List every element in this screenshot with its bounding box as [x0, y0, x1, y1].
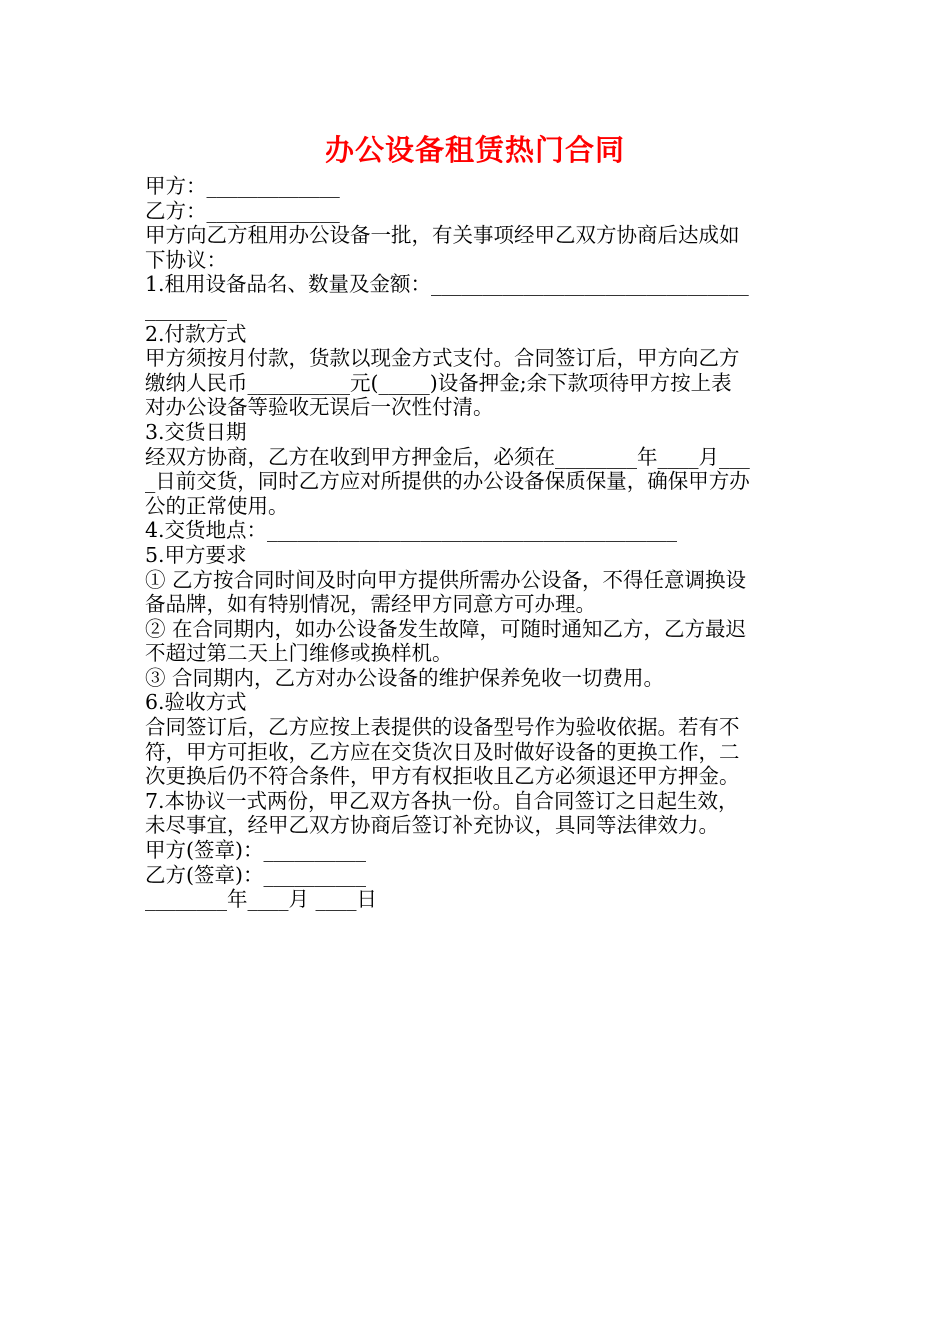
document-body [145, 174, 813, 912]
clause-5-item-1: ① 乙方按合同时间及时向甲方提供所需办公设备，不得任意调换设 [145, 567, 747, 592]
clause-5-item-1: 备品牌，如有特别情况，需经甲方同意方可办理。 [145, 592, 596, 617]
clause-6-heading: 6.验收方式 [145, 690, 247, 715]
clause-4-line: 4.交货地点：________________________________________ [145, 518, 678, 543]
clause-1-line: 1.租用设备品名、数量及金额：_______________________________ [145, 272, 749, 297]
clause-2-line: 甲方须按月付款，货款以现金方式支付。合同签订后，甲方向乙方 [145, 346, 740, 371]
clause-5-item-3: ③ 合同期内，乙方对办公设备的维护保养免收一切费用。 [145, 665, 665, 690]
clause-6-line: 次更换后仍不符合条件，甲方有权拒收且乙方必须退还甲方押金。 [145, 764, 740, 789]
clause-2-heading: 2.付款方式 [145, 321, 247, 346]
party-a-line: 甲方：_____________ [145, 174, 340, 198]
date-line: ________年____月 ____日 [145, 887, 378, 912]
clause-2-line: 缴纳人民币__________元(_____)设备押金;余下款项待甲方按上表 [145, 370, 732, 395]
clause-3-line: 公的正常使用。 [145, 493, 289, 518]
party-a-signature-line: 甲方(签章)：__________ [145, 838, 366, 863]
intro-line: 下协议： [145, 247, 227, 272]
clause-1-line: ________ [145, 296, 227, 321]
clause-5-heading: 5.甲方要求 [145, 542, 247, 567]
document-title: 办公设备租赁热门合同 [324, 133, 625, 167]
party-b-line: 乙方：_____________ [145, 198, 340, 223]
clause-3-line: 经双方协商，乙方在收到甲方押金后，必须在________年____月___ [145, 444, 750, 469]
party-b-signature-line: 乙方(签章)：__________ [145, 862, 366, 887]
clause-3-line: _日前交货，同时乙方应对所提供的办公设备保质保量，确保甲方办 [145, 469, 750, 494]
clause-5-item-2: 不超过第二天上门维修或换样机。 [145, 641, 453, 666]
clause-6-line: 符，甲方可拒收，乙方应在交货次日及时做好设备的更换工作，二 [145, 739, 740, 764]
clause-5-item-2: ② 在合同期内，如办公设备发生故障，可随时通知乙方，乙方最迟 [145, 616, 747, 641]
clause-3-heading: 3.交货日期 [145, 419, 247, 444]
clause-7-line: 7.本协议一式两份，甲乙双方各执一份。自合同签订之日起生效， [145, 788, 739, 813]
clause-6-line: 合同签订后，乙方应按上表提供的设备型号作为验收依据。若有不 [145, 715, 740, 740]
clause-7-line: 未尽事宜，经甲乙双方协商后签订补充协议，具同等法律效力。 [145, 813, 719, 838]
clause-2-line: 对办公设备等验收无误后一次性付清。 [145, 395, 494, 420]
intro-line: 甲方向乙方租用办公设备一批，有关事项经甲乙双方协商后达成如 [145, 223, 740, 248]
